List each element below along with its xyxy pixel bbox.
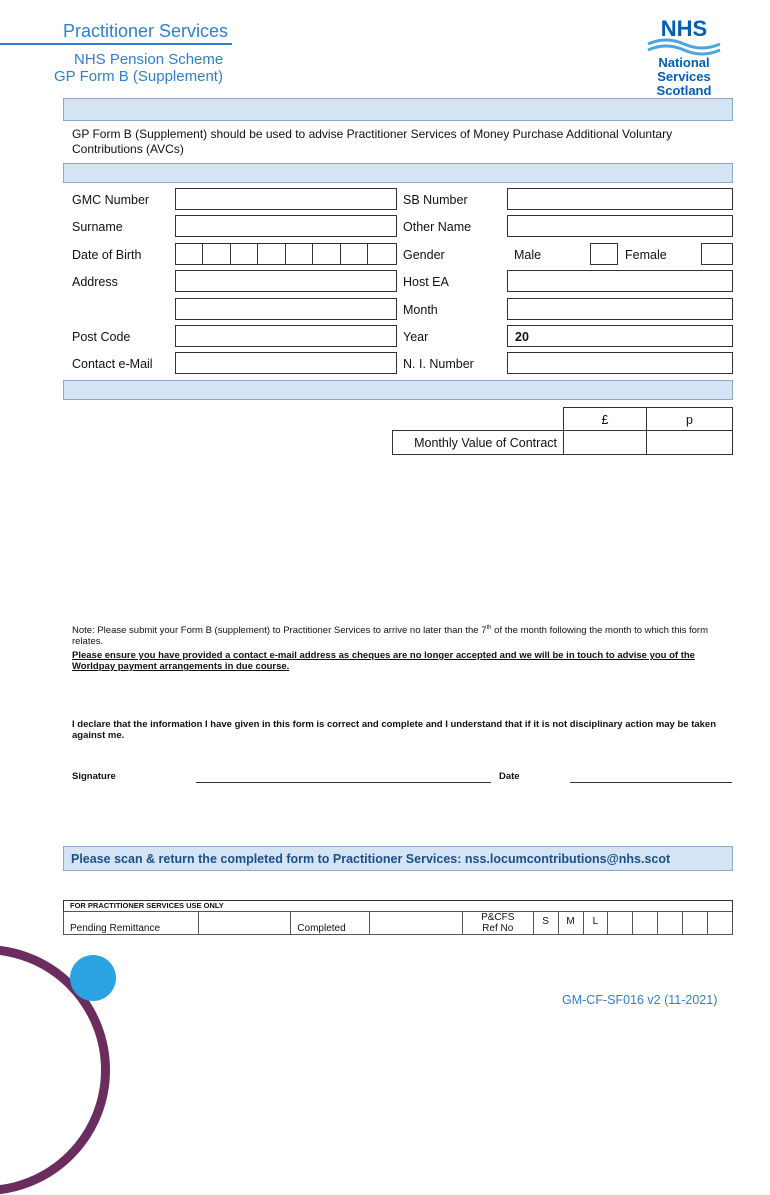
form-name: GP Form B (Supplement) [54,68,223,85]
gender-label: Gender [403,248,445,262]
completed-value[interactable] [370,912,463,935]
post-code-field[interactable] [175,325,397,347]
office-use-heading: FOR PRACTITIONER SERVICES USE ONLY [70,901,224,910]
gmc-number-label: GMC Number [72,193,150,207]
completed-label: Completed [297,923,346,934]
dob-digit-4[interactable] [258,244,286,264]
dob-label: Date of Birth [72,248,142,262]
other-name-label: Other Name [403,220,472,234]
section-bar-personal [63,163,733,183]
logo-line3: Scotland [656,83,712,98]
office-use-heading-bar [63,900,733,911]
ref-digit-4[interactable] [683,912,708,935]
host-ea-field[interactable] [507,270,733,292]
submit-instructions: Please scan & return the completed form to Practitioner Services: nss.locumcontributions@nhs.scot [71,852,671,866]
female-label: Female [625,248,667,262]
gmc-number-field[interactable] [175,188,397,210]
ref-m-label: M [566,916,575,927]
pound-symbol: £ [601,413,609,427]
logo-line2: Services [657,69,711,84]
logo-nhs-text: NHS [660,16,708,41]
dob-field[interactable] [175,243,397,265]
scheme-name: NHS Pension Scheme [74,51,224,68]
ref-m-cell [558,912,583,935]
month-label: Month [403,303,438,317]
monthly-value-label-cell [392,430,564,455]
male-checkbox[interactable] [590,243,618,265]
pending-remittance-cell [64,912,199,935]
date-label: Date [499,771,520,782]
pending-remittance-value[interactable] [198,912,291,935]
dob-digit-6[interactable] [313,244,341,264]
male-label: Male [514,248,542,262]
decorative-dot [70,955,116,1001]
surname-field[interactable] [175,215,397,237]
address-line-2-field[interactable] [175,298,397,320]
address-line-1-field[interactable] [175,270,397,292]
dob-digit-7[interactable] [341,244,368,264]
ref-no-line1: P&CFS [481,912,515,923]
logo-line1: National [658,55,710,70]
pence-value-field[interactable] [646,430,733,455]
pound-header [563,407,647,431]
note-text-before: Note: Please submit your Form B (supplement) to Practitioner Services to arrive no later than the 7 [72,625,487,637]
ref-s-cell [533,912,558,935]
pending-remittance-label: Pending Remittance [70,923,161,934]
date-line[interactable] [570,782,732,783]
other-name-field[interactable] [507,215,733,237]
sb-number-label: SB Number [403,193,468,207]
completed-cell [291,912,370,935]
ni-number-label: N. I. Number [403,357,474,371]
section-bar-contract [63,380,733,400]
title-underline [0,43,232,45]
note-text-after: of the month following the month to which this form relates. [72,625,709,648]
contact-email-field[interactable] [175,352,397,374]
submit-banner [63,846,733,871]
pence-symbol: p [686,413,693,427]
ref-s-label: S [542,916,549,927]
ref-l-label: L [592,916,599,927]
month-field[interactable] [507,298,733,320]
signature-line[interactable] [196,782,491,783]
monthly-value-label: Monthly Value of Contract [414,436,557,450]
declaration-text: I declare that the information I have given in this form is correct and complete and I understand that if it is not disciplinary action may be taken against me. [72,719,717,741]
address-label: Address [72,275,118,289]
submission-note [72,623,732,647]
ref-digit-2[interactable] [633,912,658,935]
ref-digit-5[interactable] [707,912,732,935]
contact-email-label: Contact e-Mail [72,357,153,371]
pound-value-field[interactable] [563,430,647,455]
ref-digit-3[interactable] [658,912,683,935]
ref-no-cell [462,912,533,935]
signature-label: Signature [72,771,116,782]
ref-l-cell [583,912,608,935]
dob-digit-2[interactable] [203,244,231,264]
page-title: Practitioner Services [63,21,229,41]
nhs-nss-logo [642,16,726,98]
nhs-logo-graphic [642,16,726,98]
section-bar-top [63,98,733,121]
pence-header [646,407,733,431]
dob-digit-1[interactable] [176,244,203,264]
year-label: Year [403,330,429,344]
surname-label: Surname [72,220,123,234]
female-checkbox[interactable] [701,243,733,265]
host-ea-label: Host EA [403,275,449,289]
ref-digit-1[interactable] [608,912,633,935]
office-use-section [63,900,733,935]
sb-number-field[interactable] [507,188,733,210]
ref-no-line2: Ref No [482,923,514,934]
dob-digit-5[interactable] [286,244,313,264]
payment-notice: Please ensure you have provided a contact e-mail address as cheques are no longer accepted and we will be in touch to advise you of the Worldpay payment arrangements in due course. [72,650,695,672]
dob-digit-3[interactable] [231,244,258,264]
ni-number-field[interactable] [507,352,733,374]
note-sup: th [486,625,492,631]
year-prefix: 20 [515,330,529,344]
intro-text: GP Form B (Supplement) should be used to advise Practitioner Services of Money Purchase Additional Voluntary Contributions (AVCs) [72,127,673,156]
form-code: GM-CF-SF016 v2 (11-2021) [562,993,718,1007]
post-code-label: Post Code [72,330,131,344]
office-use-table [63,911,733,935]
year-field[interactable] [507,325,733,347]
